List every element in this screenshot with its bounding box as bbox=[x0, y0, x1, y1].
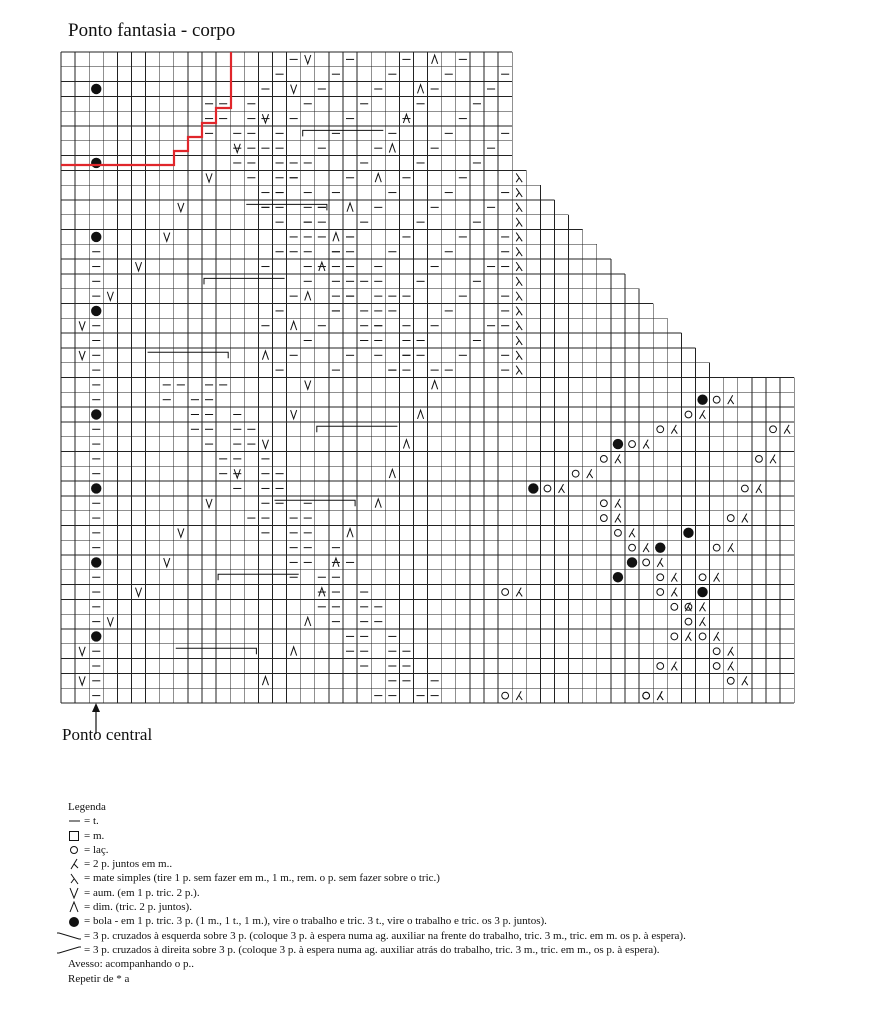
decrease-mark bbox=[418, 410, 424, 419]
bobble-mark bbox=[697, 394, 707, 404]
bobble-mark bbox=[613, 439, 623, 449]
k2tog-mark bbox=[516, 691, 522, 700]
yarn-over-mark bbox=[600, 515, 607, 522]
k2tog-mark bbox=[516, 588, 522, 597]
legend bbox=[68, 800, 686, 986]
decrease-mark bbox=[389, 469, 395, 478]
increase-mark bbox=[305, 381, 311, 390]
yarn-over-mark bbox=[671, 603, 678, 610]
legend-item-decrease: = dim. (tric. 2 p. juntos). bbox=[68, 900, 686, 914]
increase-mark bbox=[291, 410, 297, 419]
bobble-mark bbox=[91, 557, 101, 567]
k2tog-mark bbox=[728, 543, 734, 552]
k2tog-mark bbox=[742, 676, 748, 685]
yarn-over-mark bbox=[741, 485, 748, 492]
ssk-mark bbox=[516, 366, 522, 375]
k2tog-mark bbox=[559, 484, 565, 493]
bobble-mark bbox=[697, 587, 707, 597]
legend-item-bobble: = bola - em 1 p. tric. 3 p. (1 m., 1 t., 1 m.), vire o trabalho e tric. 3 t., vire o trabalho e tric. os 3 p. juntos). bbox=[68, 914, 686, 928]
k2tog-mark bbox=[728, 647, 734, 656]
k2tog-mark bbox=[700, 617, 706, 626]
ssk-mark bbox=[516, 292, 522, 301]
k2tog-mark bbox=[657, 691, 663, 700]
bobble-mark bbox=[613, 572, 623, 582]
decrease-mark bbox=[305, 292, 311, 301]
k2tog-mark bbox=[714, 573, 720, 582]
legend-item-left-cross: = 3 p. cruzados à esquerda sobre 3 p. (coloque 3 p. à espera numa ag. auxiliar na frente do trabalho, tric. 3 m., tric. em m. os p. à espera). bbox=[68, 929, 686, 943]
yarn-over-mark bbox=[685, 618, 692, 625]
k2tog-icon bbox=[68, 858, 82, 870]
ssk-mark bbox=[516, 307, 522, 316]
yarn-over-circle-icon bbox=[68, 844, 82, 856]
decrease-mark bbox=[291, 321, 297, 330]
k2tog-mark bbox=[671, 588, 677, 597]
k2tog-mark bbox=[770, 454, 776, 463]
decrease-mark bbox=[432, 55, 438, 64]
increase-mark bbox=[136, 262, 142, 271]
yarn-over-mark bbox=[713, 396, 720, 403]
decrease-mark bbox=[291, 647, 297, 656]
bobble-mark bbox=[91, 306, 101, 316]
bobble-icon bbox=[68, 916, 82, 928]
legend-item-increase: = aum. (em 1 p. tric. 2 p.). bbox=[68, 886, 686, 900]
decrease-mark bbox=[262, 351, 268, 360]
bobble-mark bbox=[91, 232, 101, 242]
bobble-mark bbox=[91, 483, 101, 493]
yarn-over-mark bbox=[699, 633, 706, 640]
k2tog-mark bbox=[657, 558, 663, 567]
increase-mark bbox=[291, 85, 297, 94]
yarn-over-mark bbox=[657, 663, 664, 670]
yarn-over-mark bbox=[727, 515, 734, 522]
yarn-over-mark bbox=[713, 663, 720, 670]
decrease-mark bbox=[375, 499, 381, 508]
yarn-over-mark bbox=[572, 470, 579, 477]
legend-item-ssk: = mate simples (tire 1 p. sem fazer em m., 1 m., rem. o p. sem fazer sobre o tric.) bbox=[68, 871, 686, 885]
k2tog-mark bbox=[643, 543, 649, 552]
increase-mark bbox=[178, 528, 184, 537]
increase-mark bbox=[79, 647, 85, 656]
ssk-mark bbox=[516, 173, 522, 182]
bobble-mark bbox=[91, 84, 101, 94]
decrease-mark bbox=[403, 440, 409, 449]
increase-mark bbox=[79, 676, 85, 685]
yarn-over-mark bbox=[713, 544, 720, 551]
legend-item-purl: = t. bbox=[68, 814, 686, 828]
increase-mark bbox=[164, 233, 170, 242]
yarn-over-mark bbox=[671, 633, 678, 640]
knit-square-icon bbox=[68, 830, 82, 842]
bobble-mark bbox=[91, 631, 101, 641]
yarn-over-mark bbox=[756, 455, 763, 462]
yarn-over-mark bbox=[502, 589, 509, 596]
k2tog-mark bbox=[671, 573, 677, 582]
legend-item-k2tog: = 2 p. juntos em m.. bbox=[68, 857, 686, 871]
yarn-over-mark bbox=[629, 544, 636, 551]
yarn-over-mark bbox=[615, 529, 622, 536]
legend-item-yarn-over: = laç. bbox=[68, 843, 686, 857]
ssk-mark bbox=[516, 277, 522, 286]
k2tog-mark bbox=[671, 425, 677, 434]
yarn-over-mark bbox=[657, 574, 664, 581]
yarn-over-mark bbox=[600, 455, 607, 462]
increase-mark bbox=[136, 588, 142, 597]
yarn-over-mark bbox=[643, 559, 650, 566]
decrease-mark bbox=[432, 381, 438, 390]
right-cross-icon bbox=[56, 944, 82, 956]
legend-footer-repeat: Repetir de * a bbox=[68, 972, 130, 985]
k2tog-mark bbox=[742, 514, 748, 523]
increase-icon bbox=[68, 887, 82, 899]
purl-dash-icon bbox=[68, 815, 82, 827]
decrease-mark bbox=[347, 528, 353, 537]
increase-mark bbox=[178, 203, 184, 212]
decrease-mark bbox=[333, 233, 339, 242]
ssk-mark bbox=[516, 218, 522, 227]
k2tog-mark bbox=[756, 484, 762, 493]
ssk-mark bbox=[516, 336, 522, 345]
bobble-mark bbox=[528, 483, 538, 493]
bobble-mark bbox=[91, 158, 101, 168]
ssk-mark bbox=[516, 321, 522, 330]
yarn-over-mark bbox=[713, 648, 720, 655]
yarn-over-mark bbox=[544, 485, 551, 492]
k2tog-mark bbox=[615, 499, 621, 508]
decrease-mark bbox=[418, 85, 424, 94]
decrease-mark bbox=[389, 144, 395, 153]
increase-mark bbox=[79, 321, 85, 330]
decrease-mark bbox=[347, 203, 353, 212]
bobble-mark bbox=[655, 542, 665, 552]
ssk-mark bbox=[516, 233, 522, 242]
yarn-over-mark bbox=[502, 692, 509, 699]
yarn-over-mark bbox=[685, 411, 692, 418]
ssk-mark bbox=[516, 247, 522, 256]
increase-mark bbox=[107, 617, 113, 626]
increase-mark bbox=[206, 173, 212, 182]
left-cross-icon bbox=[56, 930, 82, 942]
legend-footer-reverse: Avesso: acompanhando o p.. bbox=[68, 958, 194, 971]
increase-mark bbox=[206, 499, 212, 508]
chart-grid bbox=[61, 52, 794, 703]
central-stitch-label: Ponto central bbox=[62, 725, 153, 744]
k2tog-mark bbox=[714, 632, 720, 641]
increase-mark bbox=[107, 292, 113, 301]
k2tog-mark bbox=[728, 662, 734, 671]
k2tog-mark bbox=[784, 425, 790, 434]
decrease-mark bbox=[305, 617, 311, 626]
bobble-mark bbox=[683, 528, 693, 538]
ssk-mark bbox=[516, 188, 522, 197]
increase-mark bbox=[164, 558, 170, 567]
k2tog-mark bbox=[685, 632, 691, 641]
k2tog-mark bbox=[615, 454, 621, 463]
k2tog-mark bbox=[700, 410, 706, 419]
yarn-over-mark bbox=[657, 426, 664, 433]
k2tog-mark bbox=[629, 528, 635, 537]
bobble-mark bbox=[627, 557, 637, 567]
k2tog-mark bbox=[615, 514, 621, 523]
yarn-over-mark bbox=[600, 500, 607, 507]
decrease-icon bbox=[68, 901, 82, 913]
ssk-mark bbox=[516, 262, 522, 271]
k2tog-mark bbox=[671, 662, 677, 671]
ssk-mark bbox=[516, 351, 522, 360]
yarn-over-mark bbox=[643, 692, 650, 699]
arrowhead-icon bbox=[92, 703, 100, 712]
legend-item-right-cross: = 3 p. cruzados à direita sobre 3 p. (coloque 3 p. à espera numa ag. auxiliar atrás do trabalho, tric. 3 m., tric. em m., os p. à espera). bbox=[68, 943, 686, 957]
yarn-over-mark bbox=[629, 441, 636, 448]
increase-mark bbox=[262, 440, 268, 449]
decrease-mark bbox=[262, 676, 268, 685]
legend-item-knit: = m. bbox=[68, 829, 686, 843]
ssk-mark bbox=[516, 203, 522, 212]
bobble-mark bbox=[91, 409, 101, 419]
k2tog-mark bbox=[728, 395, 734, 404]
decrease-mark bbox=[375, 173, 381, 182]
k2tog-mark bbox=[587, 469, 593, 478]
yarn-over-mark bbox=[657, 589, 664, 596]
ssk-icon bbox=[68, 873, 82, 885]
increase-mark bbox=[79, 351, 85, 360]
chart-title: Ponto fantasia - corpo bbox=[68, 20, 236, 41]
yarn-over-mark bbox=[770, 426, 777, 433]
legend-heading: Legenda bbox=[68, 801, 106, 813]
yarn-over-mark bbox=[699, 574, 706, 581]
k2tog-mark bbox=[643, 440, 649, 449]
increase-mark bbox=[305, 55, 311, 64]
yarn-over-mark bbox=[727, 677, 734, 684]
k2tog-mark bbox=[700, 602, 706, 611]
